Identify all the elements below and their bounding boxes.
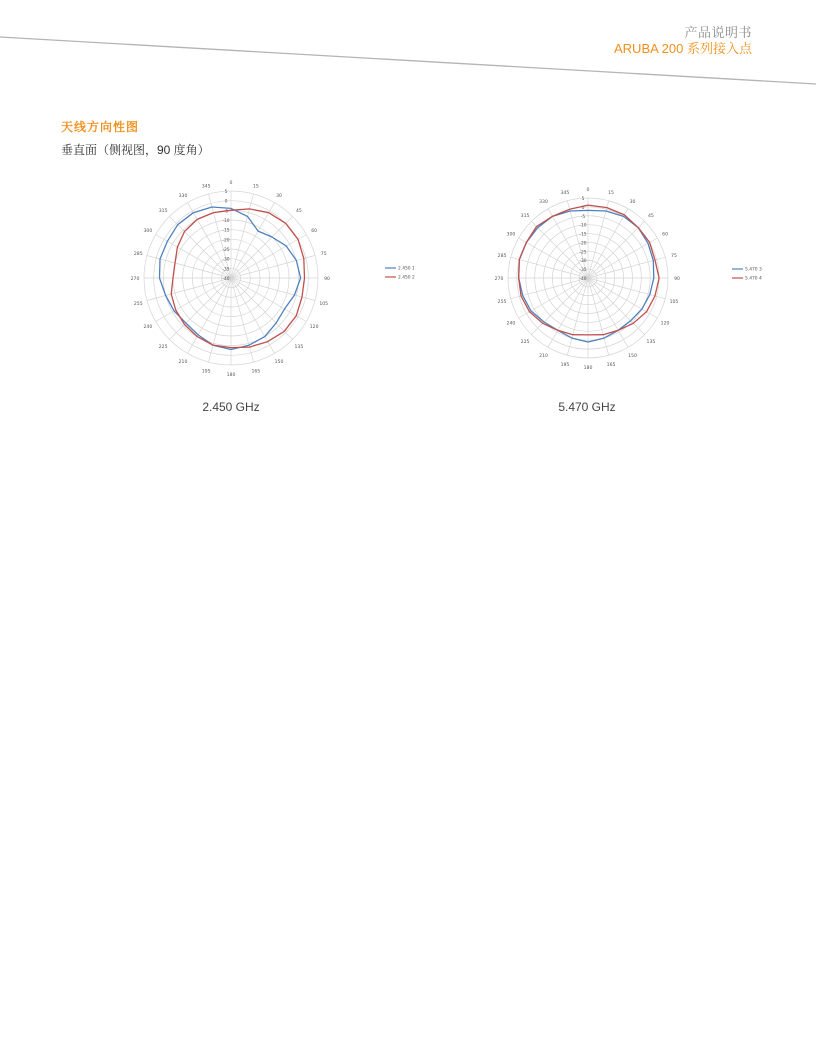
angle-tick-label: 30	[629, 199, 636, 205]
angle-tick-label: 120	[309, 325, 319, 330]
angle-tick-label: 315	[520, 214, 530, 220]
radial-tick-label: -40	[222, 277, 230, 282]
grid-spoke	[208, 278, 231, 362]
angle-tick-label: 165	[606, 362, 616, 368]
radial-tick-label: 0	[581, 205, 585, 211]
angle-tick-label: 135	[646, 339, 656, 345]
grid-spoke	[531, 278, 588, 335]
angle-tick-label: 195	[560, 362, 570, 368]
grid-spoke	[588, 278, 645, 335]
angle-tick-label: 285	[497, 253, 507, 259]
product-name-label: ARUBA 200 系列接入点	[614, 41, 752, 56]
angle-tick-label: 105	[319, 301, 329, 307]
angle-tick-label: 345	[201, 184, 211, 190]
grid-spoke	[231, 278, 254, 362]
angle-tick-label: 255	[133, 301, 143, 307]
grid-spoke	[567, 201, 588, 278]
angle-tick-label: 225	[158, 344, 168, 350]
grid-spoke	[231, 278, 293, 340]
grid-spoke	[231, 194, 254, 278]
radial-tick-label: -35	[579, 268, 587, 274]
radial-tick-label: -30	[222, 257, 230, 263]
angle-tick-label: 210	[539, 354, 548, 360]
angle-tick-label: 15	[608, 191, 614, 197]
radial-tick-label: 5	[581, 197, 585, 202]
chart-caption-5470: 5.470 GHz	[558, 400, 616, 414]
radial-tick-label: -10	[222, 219, 230, 224]
angle-tick-label: 150	[274, 360, 284, 366]
grid-spoke	[588, 221, 645, 278]
grid-spoke	[231, 255, 315, 278]
angle-tick-label: 165	[251, 369, 261, 375]
angle-tick-label: 30	[276, 193, 282, 199]
angle-tick-label: 270	[130, 277, 140, 282]
radial-tick-label: -35	[222, 267, 230, 273]
angle-tick-label: 300	[506, 232, 516, 238]
angle-tick-label: 180	[226, 373, 236, 378]
angle-tick-label: 0	[229, 181, 233, 186]
radial-tick-label: -5	[580, 214, 586, 220]
angle-tick-label: 15	[252, 184, 259, 190]
radial-tick-label: -40	[579, 277, 587, 282]
radial-tick-label: -5	[223, 209, 229, 215]
radial-tick-label: -25	[222, 248, 230, 253]
angle-tick-label: 270	[494, 277, 504, 282]
radial-tick-label: -20	[579, 241, 587, 247]
legend-label: 2.450 2	[398, 275, 415, 281]
grid-spoke	[588, 278, 609, 355]
angle-tick-label: 120	[660, 321, 670, 327]
grid-spoke	[567, 278, 588, 355]
grid-spoke	[511, 257, 588, 278]
polar-chart-5470	[470, 172, 770, 384]
angle-tick-label: 330	[178, 193, 188, 199]
angle-tick-label: 60	[311, 229, 318, 234]
angle-tick-label: 300	[143, 229, 153, 234]
angle-tick-label: 0	[586, 188, 590, 193]
angle-tick-label: 135	[294, 344, 304, 350]
angle-tick-label: 240	[506, 321, 516, 327]
radial-tick-label: -20	[222, 238, 230, 244]
document-type-label: 产品说明书	[684, 25, 752, 40]
section-subtitle: 垂直面（侧视图，90 度角）	[61, 143, 210, 157]
legend-label: 5.470 3	[745, 267, 762, 273]
section-title: 天线方向性图	[61, 120, 140, 134]
angle-tick-label: 90	[324, 277, 330, 282]
angle-tick-label: 345	[560, 191, 570, 197]
angle-tick-label: 105	[669, 300, 679, 306]
angle-tick-label: 315	[158, 209, 168, 215]
grid-spoke	[231, 216, 293, 278]
legend-label: 2.450 1	[398, 266, 415, 272]
angle-tick-label: 330	[539, 199, 548, 205]
radial-tick-label: -10	[579, 223, 587, 229]
radial-tick-label: -15	[579, 232, 587, 238]
grid-spoke	[588, 201, 609, 278]
radial-tick-label: 5	[224, 190, 228, 195]
radial-tick-label: 0	[224, 199, 228, 205]
angle-tick-label: 60	[662, 232, 669, 238]
angle-tick-label: 285	[133, 252, 143, 258]
radial-tick-label: -25	[579, 250, 587, 256]
angle-tick-label: 195	[201, 369, 211, 375]
polar-chart-2450	[110, 162, 430, 394]
angle-tick-label: 150	[628, 354, 637, 360]
angle-tick-label: 180	[583, 366, 593, 371]
grid-spoke	[169, 278, 231, 340]
angle-tick-label: 225	[520, 339, 530, 345]
radial-tick-label: -15	[222, 228, 230, 234]
angle-tick-label: 45	[295, 209, 302, 215]
legend-label: 5.470 4	[745, 276, 762, 282]
angle-tick-label: 75	[671, 253, 677, 259]
angle-tick-label: 210	[178, 360, 188, 366]
angle-tick-label: 75	[320, 252, 327, 258]
chart-caption-2450: 2.450 GHz	[202, 400, 260, 414]
angle-tick-label: 240	[143, 325, 153, 330]
radial-tick-label: -30	[579, 259, 587, 265]
angle-tick-label: 255	[497, 300, 507, 306]
angle-tick-label: 90	[674, 277, 680, 282]
angle-tick-label: 45	[648, 214, 654, 220]
grid-spoke	[147, 278, 231, 301]
